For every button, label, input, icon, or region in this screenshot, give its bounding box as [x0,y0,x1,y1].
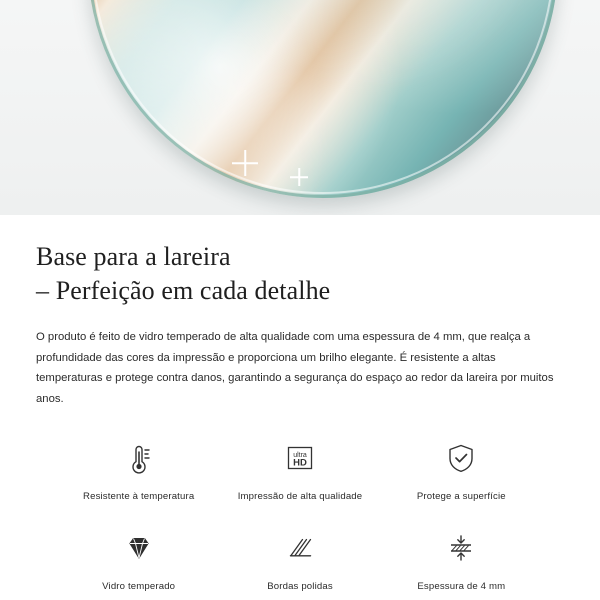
shield-check-icon [437,434,485,482]
svg-text:ultra: ultra [293,452,307,460]
feature-grid [36,434,564,592]
feature-item [219,434,380,502]
feature-label: Bordas polidas [267,581,333,593]
feature-item [381,434,542,502]
feature-item [58,524,219,592]
diamond-icon [115,524,163,572]
feature-item [58,434,219,502]
page-title [36,240,564,309]
feature-label: Resistente à temperatura [83,491,195,503]
polished-edges-icon [276,524,324,572]
feature-item [381,524,542,592]
headline-line-1: Base para a lareira [36,242,231,271]
thickness-icon [437,524,485,572]
description-paragraph: O produto é feito de vidro temperado de alta qualidade com uma espessura de 4 mm, que realça a profundidade das cores da impressão e proporciona um brilho elegante. É resistente a altas temperaturas e protege contra danos, garantindo a segurança do espaço ao redor da lareira por muitos anos. [36,330,554,406]
feature-label: Espessura de 4 mm [417,581,506,593]
svg-text:HD: HD [293,457,307,469]
hero-image [0,0,600,215]
feature-item [219,524,380,592]
thermometer-icon [115,434,163,482]
headline-line-2: – Perfeição em cada detalhe [36,276,331,306]
feature-label: Protege a superfície [416,491,506,503]
feature-label: Impressão de alta qualidade [237,491,363,503]
feature-label: Vidro temperado [102,581,176,593]
ultra-hd-icon [276,434,324,482]
content-section [0,240,600,592]
